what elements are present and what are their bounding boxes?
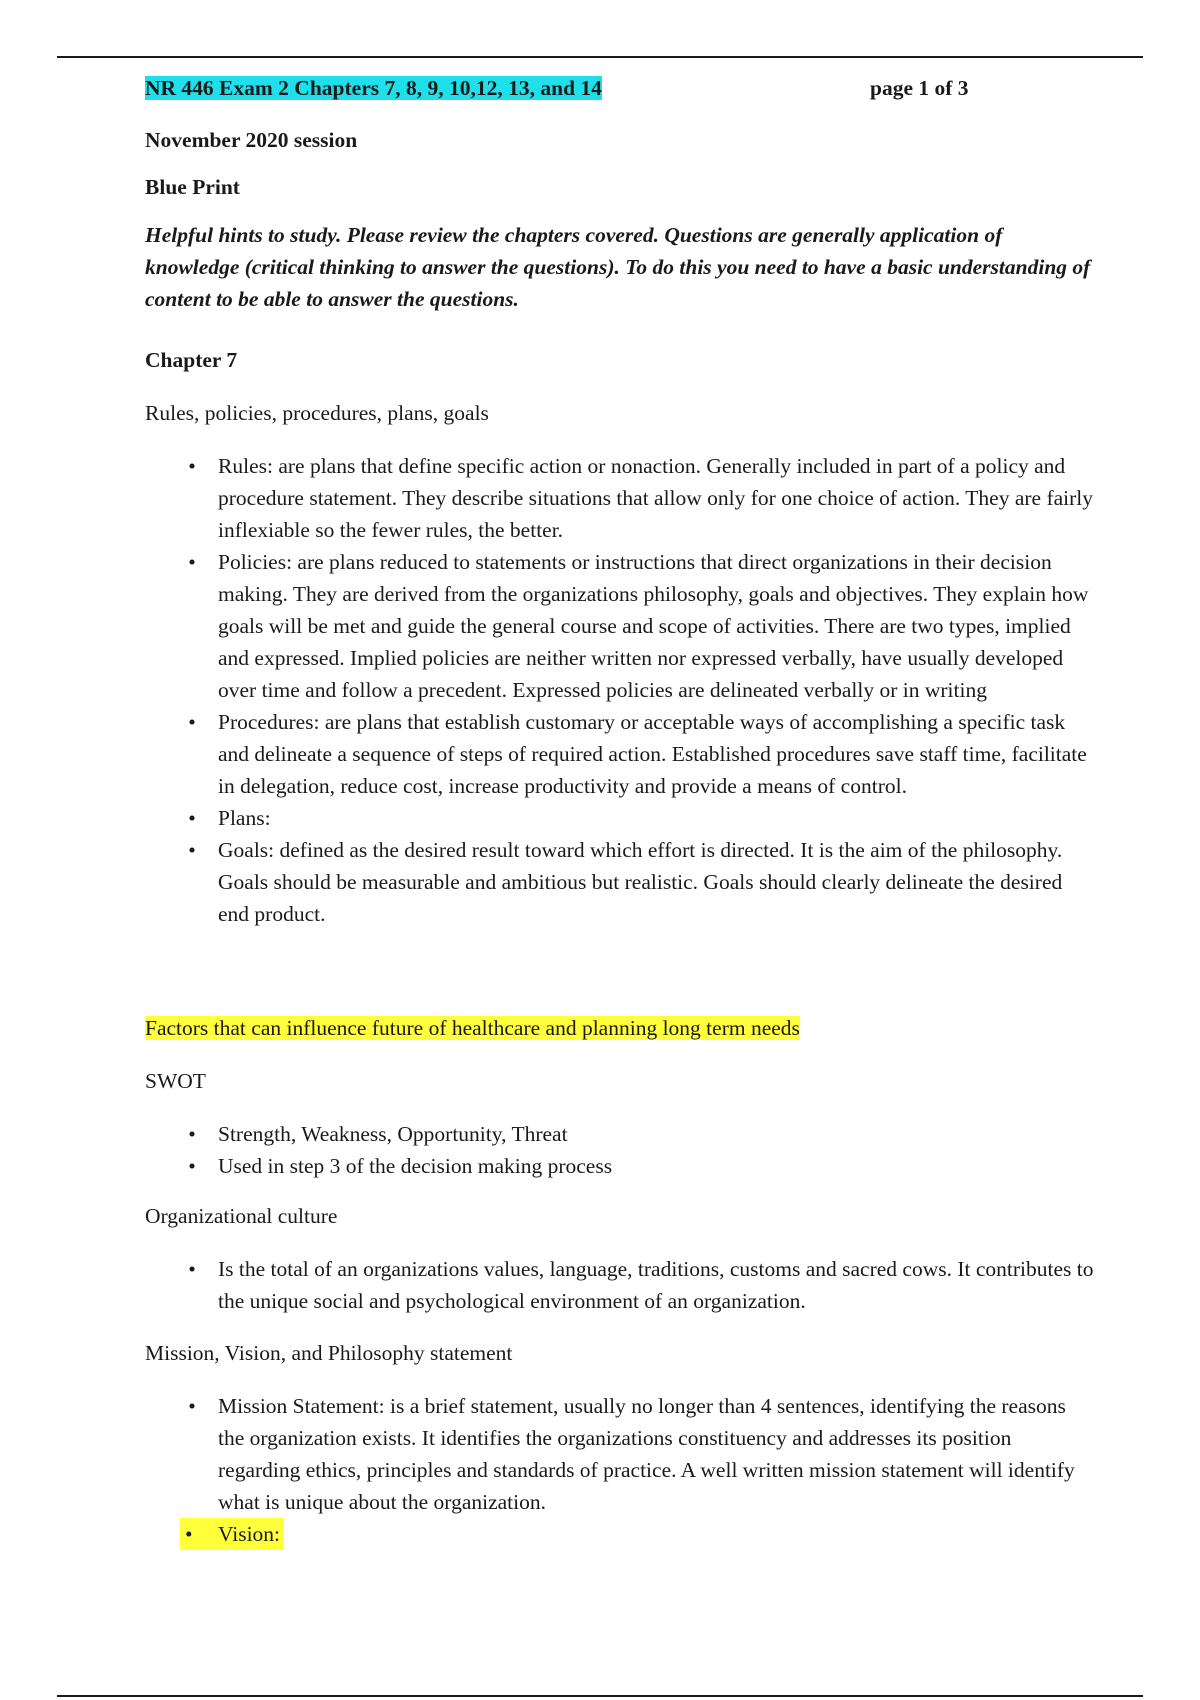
document-title: NR 446 Exam 2 Chapters 7, 8, 9, 10,12, 13, and 14 xyxy=(145,76,602,100)
bullet-icon: • xyxy=(188,806,196,830)
list-item: • Is the total of an organizations values, language, traditions, customs and sacred cows. It contributes to the unique social and psychological environment of an organization. xyxy=(145,1253,1095,1317)
section-heading-rules: Rules, policies, procedures, plans, goals xyxy=(145,401,489,425)
page-number: page 1 of 3 xyxy=(870,76,969,100)
mission-list xyxy=(145,1390,1095,1550)
list-item: • Rules: are plans that define specific action or nonaction. Generally included in part of a policy and procedure statement. They describe situations that allow only for one choice of action. They are fairly inflexiable so the fewer rules, the better. xyxy=(145,450,1095,546)
bullet-icon: • xyxy=(188,1394,196,1418)
bullet-icon: • xyxy=(188,1122,196,1146)
culture-list xyxy=(145,1253,1095,1317)
rules-list xyxy=(145,450,1095,930)
list-item: • Goals: defined as the desired result toward which effort is directed. It is the aim of the philosophy. Goals should be measurable and ambitious but realistic. Goals should clearly delineate the desired end product. xyxy=(145,834,1095,930)
bullet-icon: • xyxy=(185,1522,193,1546)
list-item: • Procedures: are plans that establish customary or acceptable ways of accomplishing a specific task and delineate a sequence of steps of required action. Established procedures save staff time, facilitate in delegation, reduce cost, increase productivity and provide a means of control. xyxy=(145,706,1095,802)
list-item: • Mission Statement: is a brief statement, usually no longer than 4 sentences, identifying the reasons the organization exists. It identifies the organizations constituency and addresses its position regarding ethics, principles and standards of practice. A well written mission statement will identify what is unique about the organization. xyxy=(145,1390,1095,1518)
vision-item-highlight: • Vision: xyxy=(180,1518,284,1550)
blueprint-label: Blue Print xyxy=(145,175,240,199)
bullet-icon: • xyxy=(188,710,196,734)
list-item: • Plans: xyxy=(145,802,1095,834)
list-item xyxy=(145,1518,1095,1550)
bottom-rule xyxy=(57,1695,1143,1697)
factors-heading-text: Factors that can influence future of healthcare and planning long term needs xyxy=(145,1016,800,1040)
study-hints xyxy=(145,219,1095,315)
list-item: • Strength, Weakness, Opportunity, Threat xyxy=(145,1118,1095,1150)
study-hints-text: Helpful hints to study. Please review the chapters covered. Questions are generally application of knowledge (critical thinking to answer the questions). To do this you need to have a basic understanding of content to be able to answer the questions. xyxy=(145,223,1091,311)
chapter-heading: Chapter 7 xyxy=(145,348,238,372)
top-rule xyxy=(57,56,1143,58)
section-heading-swot: SWOT xyxy=(145,1069,206,1093)
bullet-icon: • xyxy=(188,550,196,574)
page-header xyxy=(145,72,1095,106)
section-heading-mission: Mission, Vision, and Philosophy statement xyxy=(145,1341,513,1365)
list-item: • Used in step 3 of the decision making process xyxy=(145,1150,1095,1182)
bullet-icon: • xyxy=(188,454,196,478)
section-heading-culture: Organizational culture xyxy=(145,1204,338,1228)
bullet-icon: • xyxy=(188,1154,196,1178)
section-heading-factors xyxy=(145,1012,1095,1044)
swot-list xyxy=(145,1118,1095,1182)
list-item: • Policies: are plans reduced to statements or instructions that direct organizations in their decision making. They are derived from the organizations philosophy, goals and objectives. They explain how goals will be met and guide the general course and scope of activities. There are two types, implied and expressed. Implied policies are neither written nor expressed verbally, have usually developed over time and follow a precedent. Expressed policies are delineated verbally or in writing xyxy=(145,546,1095,706)
bullet-icon: • xyxy=(188,1257,196,1281)
session-line: November 2020 session xyxy=(145,128,358,152)
bullet-icon: • xyxy=(188,838,196,862)
